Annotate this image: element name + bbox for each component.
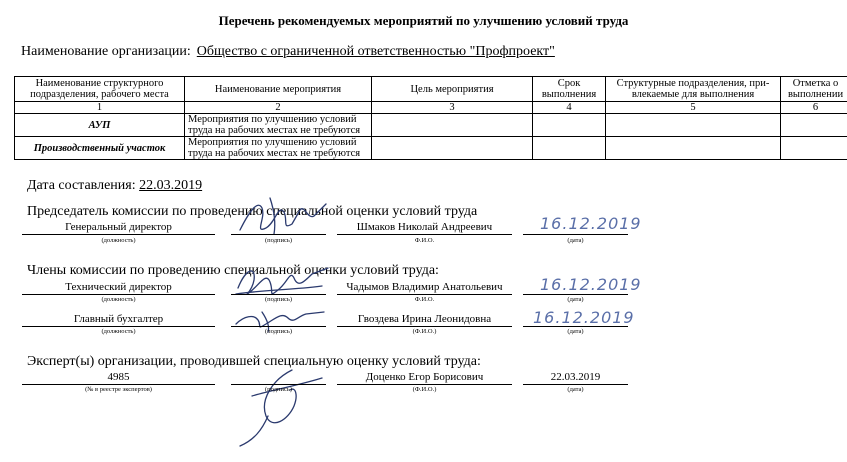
member-name: Чадымов Владимир Анатольевич	[346, 281, 503, 293]
fio-caption: Ф.И.О.	[414, 237, 435, 244]
expert-date-line	[523, 384, 628, 385]
fio-caption: (Ф.И.О.)	[412, 386, 437, 393]
signature-caption: (подпись)	[265, 296, 292, 303]
experts-heading: Эксперт(ы) организации, проводившей специальную оценку условий труда:	[27, 354, 481, 369]
deadline-cell	[533, 114, 606, 137]
chairman-signature-line	[231, 234, 326, 235]
expert-name-line	[337, 384, 512, 385]
column-number-row	[15, 102, 847, 114]
members-heading: Члены комиссии по проведению специальной оценки условий труда:	[27, 263, 439, 278]
member-signature-line	[231, 294, 326, 295]
compiled-line	[27, 178, 202, 194]
column-number: 4	[533, 102, 606, 114]
fio-caption: Ф.И.О.	[414, 296, 435, 303]
organization-line	[21, 44, 555, 60]
table-row	[15, 137, 847, 160]
chairman-signature	[230, 190, 330, 240]
member-position-line	[22, 294, 215, 295]
chairman-heading: Председатель комиссии по проведению специальной оценки условий труда	[27, 204, 478, 219]
chairman-name: Шмаков Николай Андреевич	[356, 221, 493, 233]
action-cell: Мероприятия по улучшению условий труда на рабочих местах не требуются	[185, 114, 372, 137]
units-cell	[606, 137, 781, 160]
measures-table	[14, 76, 847, 160]
mark-cell	[781, 137, 847, 160]
expert-reg-number: 4985	[107, 371, 130, 383]
deadline-cell	[533, 137, 606, 160]
column-header: Наименование мероприятия	[185, 77, 372, 102]
expert-reg-caption: (№ в реестре экспертов)	[85, 386, 152, 393]
department-cell: Производственный участок	[15, 137, 185, 160]
expert-date: 22.03.2019	[550, 371, 601, 383]
date-caption: (дата)	[567, 328, 584, 335]
expert-signature	[232, 360, 332, 450]
table-header-row	[15, 77, 847, 102]
column-header: Структурные подразделения, при-влекаемые для выполнения	[606, 77, 781, 102]
position-caption: (должность)	[101, 296, 136, 303]
chairman-name-line	[337, 234, 512, 235]
position-caption: (должность)	[101, 237, 136, 244]
expert-reg-line	[22, 384, 215, 385]
column-header: Цель мероприятия	[372, 77, 533, 102]
member-date: 16.12.2019	[540, 275, 642, 294]
compiled-label: Дата составления:	[27, 178, 136, 193]
organization-name: Общество с ограниченной ответственностью "Профпроект"	[196, 44, 555, 59]
column-number: 6	[781, 102, 847, 114]
column-header: Отметка о выполнении	[781, 77, 847, 102]
signature-caption: (подпись)	[265, 386, 292, 393]
member-name-line	[337, 294, 512, 295]
page-title: Перечень рекомендуемых мероприятий по улучшению условий труда	[218, 13, 629, 28]
chairman-position: Генеральный директор	[65, 221, 172, 233]
goal-cell	[372, 114, 533, 137]
date-caption: (дата)	[567, 296, 584, 303]
chairman-date: 16.12.2019	[540, 214, 642, 233]
member-name-line	[337, 326, 512, 327]
signature-caption: (подпись)	[265, 237, 292, 244]
member-date-line	[523, 326, 628, 327]
member-position: Технический директор	[65, 281, 172, 293]
member-position-line	[22, 326, 215, 327]
column-header: Срок выполнения	[533, 77, 606, 102]
column-number: 2	[185, 102, 372, 114]
member-name: Гвоздева Ирина Леонидовна	[357, 313, 492, 325]
goal-cell	[372, 137, 533, 160]
member-signature-line	[231, 326, 326, 327]
chairman-position-line	[22, 234, 215, 235]
signature-caption: (подпись)	[265, 328, 292, 335]
fio-caption: (Ф.И.О.)	[412, 328, 437, 335]
column-number: 3	[372, 102, 533, 114]
mark-cell	[781, 114, 847, 137]
member-position: Главный бухгалтер	[73, 313, 164, 325]
table-row	[15, 114, 847, 137]
department-cell: АУП	[15, 114, 185, 137]
action-cell: Мероприятия по улучшению условий труда на рабочих местах не требуются	[185, 137, 372, 160]
member-date-line	[523, 294, 628, 295]
date-caption: (дата)	[567, 237, 584, 244]
expert-signature-line	[231, 384, 326, 385]
compiled-date: 22.03.2019	[139, 178, 203, 193]
date-caption: (дата)	[567, 386, 584, 393]
member-date: 16.12.2019	[533, 308, 635, 327]
units-cell	[606, 114, 781, 137]
expert-name: Доценко Егор Борисович	[365, 371, 484, 383]
chairman-date-line	[523, 234, 628, 235]
position-caption: (должность)	[101, 328, 136, 335]
column-number: 1	[15, 102, 185, 114]
column-number: 5	[606, 102, 781, 114]
column-header: Наименование структурного подразделения, рабочего места	[15, 77, 185, 102]
organization-label: Наименование организации:	[21, 44, 191, 59]
